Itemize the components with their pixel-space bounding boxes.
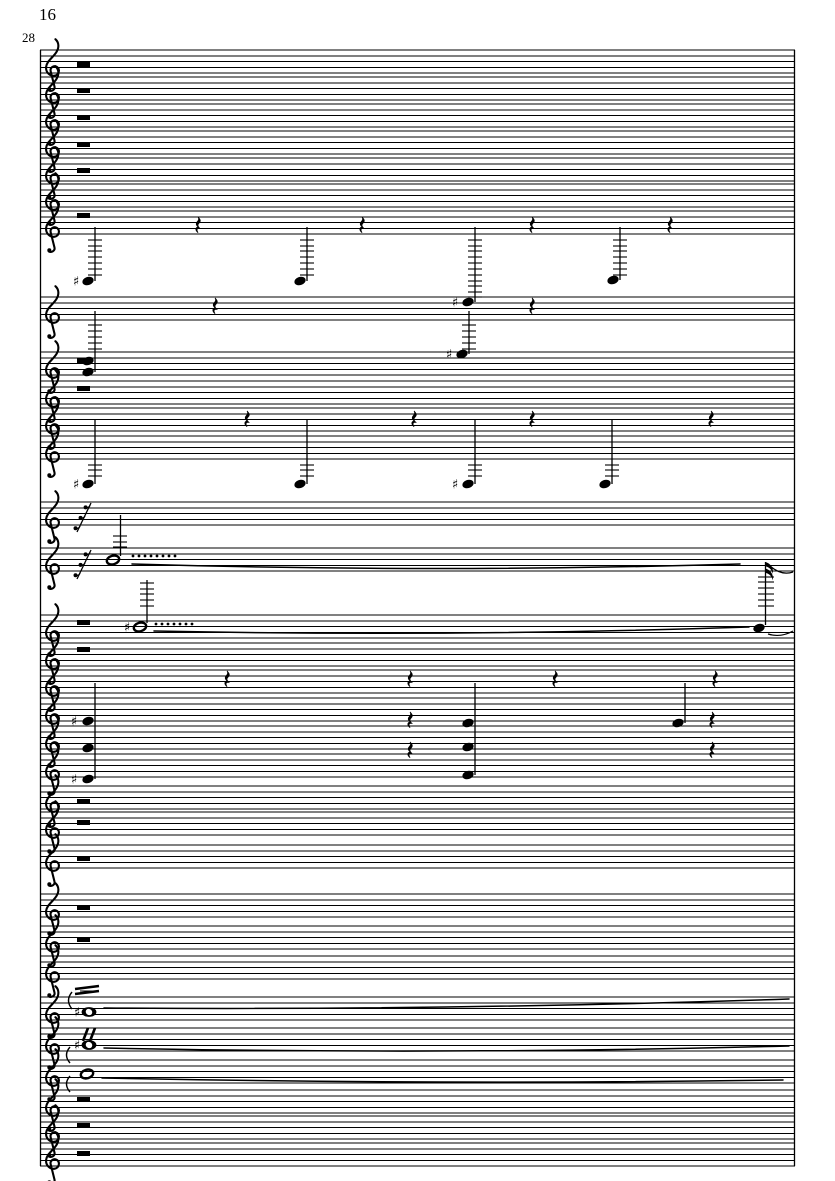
whole-rest xyxy=(77,647,90,652)
sustain-dot xyxy=(174,555,177,558)
quarter-rest xyxy=(196,217,200,233)
notehead xyxy=(293,478,307,489)
slur xyxy=(132,564,740,569)
tremolo-beam xyxy=(75,986,99,989)
notehead xyxy=(606,274,620,285)
slur xyxy=(102,1078,783,1082)
measure-number: 28 xyxy=(22,30,35,45)
quarter-rest xyxy=(225,671,229,687)
sustain-dot xyxy=(173,623,176,626)
sustain-dot xyxy=(191,623,194,626)
whole-rest xyxy=(77,799,90,804)
whole-rest xyxy=(77,1123,90,1128)
whole-rest xyxy=(77,620,90,625)
sharp-accidental: ♯ xyxy=(451,477,459,493)
whole-rest xyxy=(77,88,90,93)
sharp-accidental: ♯ xyxy=(70,714,78,730)
quarter-rest xyxy=(408,742,412,758)
notehead xyxy=(81,355,95,366)
notehead xyxy=(81,478,95,489)
treble-clef-icon xyxy=(46,286,59,338)
sharp-accidental: ♯ xyxy=(73,1005,81,1021)
sharp-accidental: ♯ xyxy=(445,347,453,363)
quarter-rest xyxy=(710,742,714,758)
notehead xyxy=(671,717,685,728)
sustain-dot xyxy=(144,555,147,558)
treble-clef-icon xyxy=(46,491,59,543)
quarter-rest xyxy=(408,712,412,728)
sustain-dot xyxy=(156,555,159,558)
whole-rest xyxy=(77,905,90,910)
notehead xyxy=(461,717,475,728)
tie xyxy=(69,992,73,1009)
page-number: 16 xyxy=(39,5,56,24)
whole-rest xyxy=(77,386,90,391)
treble-clef-icon xyxy=(46,341,59,393)
whole-rest xyxy=(77,1097,90,1102)
sustain-dot xyxy=(168,555,171,558)
notehead xyxy=(81,742,95,753)
sustain-dot xyxy=(161,623,164,626)
slur xyxy=(104,1046,789,1051)
sharp-accidental: ♯ xyxy=(123,620,131,636)
tremolo-beam xyxy=(75,991,99,994)
tie xyxy=(67,1047,71,1063)
quarter-rest xyxy=(530,217,534,233)
sharp-accidental: ♯ xyxy=(451,295,459,311)
whole-rest xyxy=(77,168,90,173)
whole-rest xyxy=(77,213,90,218)
whole-rest xyxy=(77,1151,90,1156)
notehead xyxy=(81,773,95,784)
whole-rest xyxy=(77,820,90,825)
notehead xyxy=(461,478,475,489)
notehead xyxy=(81,366,95,377)
quarter-rest xyxy=(553,671,557,687)
quarter-rest xyxy=(213,298,217,314)
sharp-accidental: ♯ xyxy=(72,274,80,290)
tie xyxy=(770,566,793,573)
quarter-rest xyxy=(710,712,714,728)
sustain-dot xyxy=(162,555,165,558)
sustain-dot xyxy=(155,623,158,626)
whole-rest xyxy=(77,856,90,861)
sharp-accidental: ♯ xyxy=(70,772,78,788)
whole-rest xyxy=(77,937,90,942)
sustain-dot xyxy=(185,623,188,626)
sustain-dot xyxy=(167,623,170,626)
whole-rest xyxy=(77,142,90,147)
sustain-dot xyxy=(132,555,135,558)
sharp-accidental: ♯ xyxy=(72,477,80,493)
treble-clef-icon xyxy=(46,537,59,589)
tie xyxy=(768,631,793,635)
sharp-accidental: ♯ xyxy=(73,1038,81,1054)
notehead xyxy=(81,715,95,726)
sustain-dot xyxy=(150,555,153,558)
quarter-rest xyxy=(530,298,534,314)
whole-rest xyxy=(77,62,90,67)
quarter-rest xyxy=(668,217,672,233)
whole-rest xyxy=(77,115,90,120)
quarter-rest xyxy=(408,671,412,687)
notehead xyxy=(598,478,612,489)
quarter-rest xyxy=(713,671,717,687)
notehead xyxy=(461,296,475,307)
notehead xyxy=(81,275,95,286)
slur xyxy=(104,999,789,1008)
quarter-rest xyxy=(360,217,364,233)
notehead xyxy=(80,1068,94,1080)
sustain-dot xyxy=(138,555,141,558)
sustain-dot xyxy=(179,623,182,626)
notehead xyxy=(293,275,307,286)
